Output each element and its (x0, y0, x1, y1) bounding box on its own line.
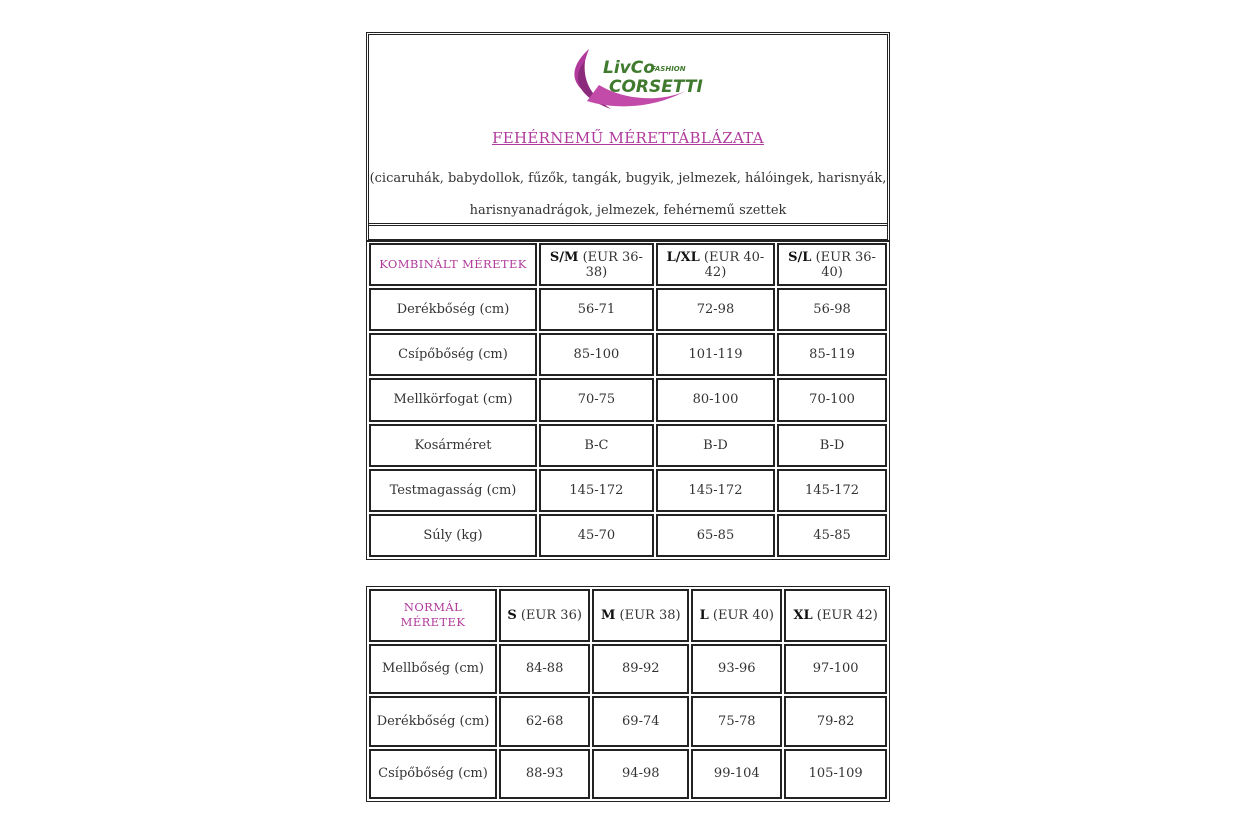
cell: 84-88 (499, 644, 590, 694)
cell: 65-85 (656, 514, 775, 557)
cell: 97-100 (784, 644, 887, 694)
normal-col-3: L (EUR 40) (691, 589, 782, 642)
row-label: Súly (kg) (369, 514, 537, 557)
cell: 93-96 (691, 644, 782, 694)
subtitle-line-2: harisnyanadrágok, jelmezek, fehérnemű szettek (469, 203, 787, 218)
page-title: FEHÉRNEMŰ MÉRETTÁBLÁZATA (492, 129, 764, 147)
normal-label: NORMÁL MÉRETEK (369, 589, 497, 642)
combined-size-table (366, 240, 890, 560)
cell: 145-172 (539, 469, 654, 512)
brand-logo (559, 45, 709, 117)
cell: 75-78 (691, 696, 782, 746)
cell: 70-75 (539, 378, 654, 421)
header-divider (369, 223, 887, 226)
table-row (369, 424, 887, 467)
cell: 88-93 (499, 749, 590, 800)
cell: 145-172 (656, 469, 775, 512)
normal-col-2: M (EUR 38) (592, 589, 689, 642)
cell: 45-85 (777, 514, 887, 557)
combined-col-2: L/XL (EUR 40-42) (656, 243, 775, 286)
table-row (369, 696, 887, 746)
cell: 85-119 (777, 333, 887, 376)
table-row (369, 749, 887, 800)
subtitle-line-1: (cicaruhák, babydollok, fűzők, tangák, bugyik, jelmezek, hálóingek, harisnyák, (369, 171, 887, 186)
brand-line1-small: FASHION (651, 65, 686, 73)
brand-line2: CORSETTI (609, 77, 703, 97)
cell: 99-104 (691, 749, 782, 800)
row-label: Kosárméret (369, 424, 537, 467)
cell: 72-98 (656, 288, 775, 331)
combined-label: KOMBINÁLT MÉRETEK (369, 243, 537, 286)
cell: 56-98 (777, 288, 887, 331)
row-label: Mellbőség (cm) (369, 644, 497, 694)
row-label: Derékbőség (cm) (369, 288, 537, 331)
cell: 79-82 (784, 696, 887, 746)
normal-col-4: XL (EUR 42) (784, 589, 887, 642)
cell: 69-74 (592, 696, 689, 746)
cell: B-C (539, 424, 654, 467)
row-label: Csípőbőség (cm) (369, 749, 497, 800)
row-label: Testmagasság (cm) (369, 469, 537, 512)
table-row (369, 288, 887, 331)
header-box (366, 32, 890, 242)
combined-header-row (369, 243, 887, 286)
cell: B-D (777, 424, 887, 467)
cell: 105-109 (784, 749, 887, 800)
brand-line1: LivCo (603, 58, 655, 78)
row-label: Csípőbőség (cm) (369, 333, 537, 376)
table-row (369, 644, 887, 694)
cell: 56-71 (539, 288, 654, 331)
cell: B-D (656, 424, 775, 467)
normal-header-row (369, 589, 887, 642)
combined-col-1: S/M (EUR 36-38) (539, 243, 654, 286)
combined-col-3: S/L (EUR 36-40) (777, 243, 887, 286)
cell: 70-100 (777, 378, 887, 421)
cell: 94-98 (592, 749, 689, 800)
cell: 80-100 (656, 378, 775, 421)
row-label: Derékbőség (cm) (369, 696, 497, 746)
cell: 89-92 (592, 644, 689, 694)
cell: 145-172 (777, 469, 887, 512)
cell: 85-100 (539, 333, 654, 376)
table-row (369, 333, 887, 376)
cell: 45-70 (539, 514, 654, 557)
table-row (369, 514, 887, 557)
normal-col-1: S (EUR 36) (499, 589, 590, 642)
table-row (369, 469, 887, 512)
cell: 101-119 (656, 333, 775, 376)
table-row (369, 378, 887, 421)
row-label: Mellkörfogat (cm) (369, 378, 537, 421)
cell: 62-68 (499, 696, 590, 746)
normal-size-table (366, 586, 890, 802)
